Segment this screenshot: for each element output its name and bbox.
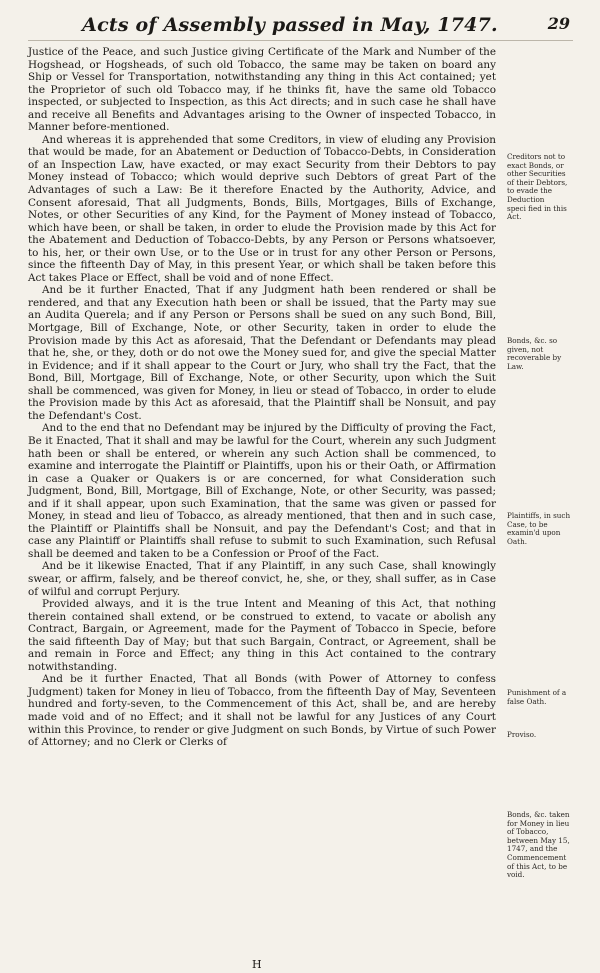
paragraph: Justice of the Peace, and such Justice giving Certificate of the Mark and Number of the Hogshead, or Hogsheads, of such old Tobacco, the same may be taken on board any Ship or Vessel for Transportation, notwithstanding any thing in this Act contained; yet the Proprietor of such old Tobacco may, if he thinks fit, have the same old Tobacco inspected, or subjected to Inspection, as this Act directs; and in such case he shall have and receive all Benefits and Advantages arising to the Owner of inspected Tobacco, in Manner before-mentioned. [28,46,496,134]
margin-note-bonds-void: Bonds, &c. so given, not recoverable by Law. [507,336,562,371]
paragraph: And to the end that no Defendant may be injured by the Difficulty of proving the Fact, Be it Enacted, That it shall and may be lawful for the Court, wherein any such Judgment hath been or shall be entered, or wherein any such Action shall be commenced, to examine and interrogate the Plaintiff or Plaintiffs, upon his or their Oath, or Affirmation in case a Quaker or Quakers is or are concerned, for what Consideration such Judgment, Bond, Bill, Mortgage, Bill of Exchange, Note, or other Security, was passed; and if it shall appear, upon such Examination, that the same was given or passed for Money, in stead and lieu of Tobacco, as already mentioned, that then and in such case, the Plaintiff or Plaintiffs shall be Nonsuit, and pay the Defendant's Cost; and that in case any Plaintiff or Plaintiffs shall refuse to submit to such Examination, such Refusal shall be deemed and taken to be a Confession or Proof of the Fact. [28,422,496,560]
margin-note-plaintiffs: Plaintiffs, in such Case, to be examin'd upon Oath. [507,511,571,546]
paragraph: And whereas it is apprehended that some Creditors, in view of eluding any Provision that would be made, for an Abatement or Deduction of Tobacco-Debts, in Consideration of an Inspection Law, have exacted, or may exact Security from their Debtors to pay Money instead of Tobacco; which would deprive such Debtors of great Part of the Advantages of such a Law: Be it therefore Enacted by the Authority, Advice, and Consent aforesaid, That all Judgments, Bonds, Bills, Mortgages, Bills of Exchange, Notes, or other Securities of any Kind, for the Payment of Money instead of Tobacco, which have been, or shall be taken, in order to elude the Provision made by this Act for the Abatement and Deduction of Tobacco-Debts, by any Person or Persons whatsoever, to his, her, or their own Use, or to the Use or in trust for any other Person or Persons, since the fifteenth Day of May, in this present Year, or which shall be taken before this Act takes Place or Effect, shall be void and of none Effect. [28,133,496,284]
page-header-title: Acts of Assembly passed in May, 1747. [82,14,498,36]
signature-mark: H [252,958,263,971]
margin-note-creditors: Creditors not to exact Bonds, or other Securities of their Debtors, to evade the Deduction speci fied in this Act. [507,152,568,222]
paragraph: And be it further Enacted, That all Bonds (with Power of Attorney to confess Judgment) taken for Money in lieu of Tobacco, from the fifteenth Day of May, Seventeen hundred and forty-seven, to the Commencement of this Act, shall be, and are hereby made void and of no Effect; and it shall not be lawful for any Justices of any Court within this Province, to render or give Judgment on such Bonds, by Virtue of such Power of Attorney; and no Clerk or Clerks of [28,673,496,749]
header-rule [28,40,573,41]
margin-note-bonds-taken: Bonds, &c. taken for Money in lieu of Tobacco, between May 15, 1747, and the Commencement of this Act, to be void. [507,810,570,880]
margin-note-proviso: Proviso. [507,730,537,739]
paragraph: And be it likewise Enacted, That if any Plaintiff, in any such Case, shall knowingly swear, or affirm, falsely, and be thereof convict, he, she, or they, shall suffer, as in Case of wilful and corrupt Perjury. [28,560,496,598]
margin-note-false-oath: Punishment of a false Oath. [507,688,567,706]
paragraph: Provided always, and it is the true Intent and Meaning of this Act, that nothing therein contained shall extend, or be construed to extend, to vacate or abolish any Contract, Bargain, or Agreement, made for the Payment of Tobacco in Specie, before the said fifteenth Day of May; but that such Bargain, Contract, or Agreement, shall be and remain in Force and Effect; any thing in this Act contained to the contrary notwithstanding. [28,598,496,673]
body-text [28,46,496,749]
paragraph: And be it further Enacted, That if any Judgment hath been rendered or shall be rendered, and that any Execution hath been or shall be issued, that the Party may sue an Audita Querela; and if any Person or Persons shall be sued on any such Bond, Bill, Mortgage, Bill of Exchange, Note, or other Security, taken in order to elude the Provision made by this Act as aforesaid, That the Defendant or Defendants may plead that he, she, or they, doth or do not owe the Money sued for, and give the special Matter in Evidence; and if it shall appear to the Court or Jury, who shall try the Fact, that the Bond, Bill, Mortgage, Bill of Exchange, Note, or other Security, upon which the Suit shall be commenced, was given for Money, in lieu or stead of Tobacco, in order to elude the Provision made by this Act as aforesaid, that the Plaintiff shall be Nonsuit, and pay the Defendant's Cost. [28,284,496,422]
page-number: 29 [547,14,570,33]
